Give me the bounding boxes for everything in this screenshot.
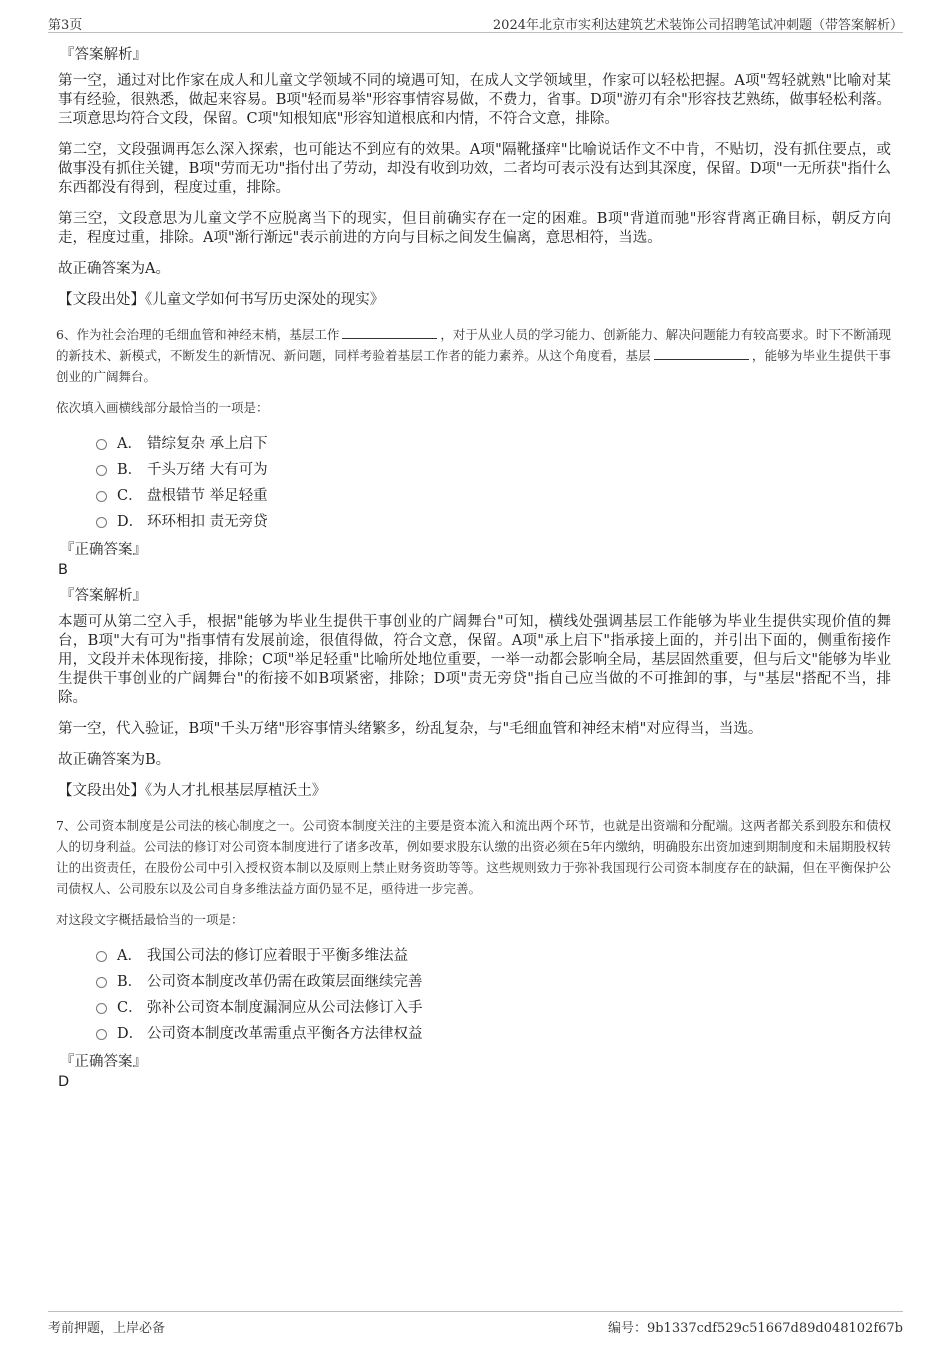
q5-analysis bbox=[56, 44, 891, 310]
fill-blank bbox=[342, 325, 437, 339]
page-header bbox=[48, 10, 903, 33]
option-d[interactable]: D． 环环相扣 责无旁贷 bbox=[96, 507, 891, 533]
passage-source: 【文段出处】《为人才扎根基层厚植沃土》 bbox=[58, 783, 327, 799]
analysis-paragraph: 本题可从第二空入手，根据"能够为毕业生提供干事创业的广阔舞台"可知，横线处强调基层工作能够为毕业生提供实现价值的舞台，B项"大有可为"指事情有发展前途，很值得做，符合文意，保留。A项"承上启下"指承接上面的，并引出下面的，侧重衔接作用，文段并未体现衔接，排除；C项"举足轻重"比喻所处地位重要，一举一动都会影响全局，基层固然重要，但与后文"能够为毕业生提供干事创业的广阔舞台"的衔接不如B项紧密，排除；D项"责无旁贷"指自己应当做的不可推卸的事，与"基层"搭配不当，排除。 bbox=[58, 614, 891, 706]
passage-source: 【文段出处】《儿童文学如何书写历史深处的现实》 bbox=[58, 292, 385, 308]
question-prompt: 对这段文字概括最恰当的一项是： bbox=[56, 912, 244, 927]
option-b[interactable]: B． 千头万绪 大有可为 bbox=[96, 455, 891, 481]
option-c[interactable]: C． 弥补公司资本制度漏洞应从公司法修订入手 bbox=[96, 993, 891, 1019]
document-serial: 编号：9b1337cdf529c51667d89d048102f67b bbox=[607, 1321, 903, 1336]
correct-answer-label: 『正确答案』 bbox=[60, 1054, 147, 1070]
page-number: 第3页 bbox=[48, 18, 83, 33]
answer-conclusion: 故正确答案为B。 bbox=[58, 752, 171, 768]
option-b[interactable]: B． 公司资本制度改革仍需在政策层面继续完善 bbox=[96, 967, 891, 993]
question-7 bbox=[56, 815, 891, 1091]
question-stem: 7、公司资本制度是公司法的核心制度之一。公司资本制度关注的主要是资本流入和流出两个环节，也就是出资端和分配端。这两者都关系到股东和债权人的切身利益。公司法的修订对公司资本制度进行了诸多改革，例如要求股东认缴的出资必须在5年内缴纳，明确股东出资加速到期制度和未届期股权转让的出资责任，在股份公司中引入授权资本制以及原则上禁止财务资助等等。这些规则致力于弥补我国现行公司资本制度存在的缺漏，但在平衡保护公司债权人、公司股东以及公司自身多维法益方面仍显不足，亟待进一步完善。 bbox=[56, 818, 891, 896]
page-content bbox=[56, 44, 891, 1097]
question-prompt: 依次填入画横线部分最恰当的一项是： bbox=[56, 400, 269, 415]
option-d[interactable]: D． 公司资本制度改革需重点平衡各方法律权益 bbox=[96, 1019, 891, 1045]
analysis-label: 『答案解析』 bbox=[60, 588, 147, 604]
correct-answer-label: 『正确答案』 bbox=[60, 542, 147, 558]
radio-icon[interactable] bbox=[96, 977, 107, 988]
fill-blank bbox=[654, 346, 749, 360]
radio-icon[interactable] bbox=[96, 517, 107, 528]
analysis-paragraph: 第三空，文段意思为儿童文学不应脱离当下的现实，但目前确实存在一定的困难。B项"背道而驰"形容背离正确目标，朝反方向走，程度过重，排除。A项"渐行渐远"表示前进的方向与目标之间发生偏离，意思相符，当选。 bbox=[58, 211, 891, 246]
analysis-paragraph: 第一空，通过对比作家在成人和儿童文学领域不同的境遇可知，在成人文学领域里，作家可以轻松把握。A项"驾轻就熟"比喻对某事有经验，很熟悉，做起来容易。B项"轻而易举"形容事情容易做，不费力，省事。D项"游刃有余"形容技艺熟练，做事轻松利落。三项意思均符合文段，保留。C项"知根知底"形容知道根底和内情，不符合文意，排除。 bbox=[58, 73, 891, 127]
option-c[interactable]: C． 盘根错节 举足轻重 bbox=[96, 481, 891, 507]
question-6 bbox=[56, 324, 891, 801]
page-footer bbox=[48, 1311, 903, 1336]
answer-conclusion: 故正确答案为A。 bbox=[58, 261, 170, 277]
correct-answer: D bbox=[58, 1074, 70, 1090]
radio-icon[interactable] bbox=[96, 465, 107, 476]
option-list bbox=[96, 429, 891, 533]
radio-icon[interactable] bbox=[96, 1029, 107, 1040]
question-stem: 6、作为社会治理的毛细血管和神经末梢，基层工作 ，对于从业人员的学习能力、创新能力、解决问题能力有较高要求。时下不断涌现的新技术、新模式，不断发生的新情况、新问题，同样考验着基层工作者的能力素养。从这个角度看，基层 ，能够为毕业生提供干事创业的广阔舞台。 bbox=[56, 327, 891, 384]
radio-icon[interactable] bbox=[96, 491, 107, 502]
radio-icon[interactable] bbox=[96, 439, 107, 450]
option-list bbox=[96, 941, 891, 1045]
analysis-paragraph: 第一空，代入验证，B项"千头万绪"形容事情头绪繁多，纷乱复杂，与"毛细血管和神经末梢"对应得当，当选。 bbox=[58, 721, 763, 737]
correct-answer: B bbox=[58, 562, 68, 578]
document-title: 2024年北京市实利达建筑艺术装饰公司招聘笔试冲刺题（带答案解析） bbox=[492, 18, 903, 33]
footer-slogan: 考前押题，上岸必备 bbox=[48, 1321, 166, 1336]
analysis-label: 『答案解析』 bbox=[60, 47, 147, 63]
radio-icon[interactable] bbox=[96, 1003, 107, 1014]
radio-icon[interactable] bbox=[96, 951, 107, 962]
analysis-paragraph: 第二空，文段强调再怎么深入探索，也可能达不到应有的效果。A项"隔靴搔痒"比喻说话作文不中肯，不贴切，没有抓住要点，或做事没有抓住关键，B项"劳而无功"指付出了劳动，却没有收到功效，二者均可表示没有达到其深度，保留。D项"一无所获"指什么东西都没有得到，程度过重，排除。 bbox=[58, 142, 891, 196]
option-a[interactable]: A． 错综复杂 承上启下 bbox=[96, 429, 891, 455]
option-a[interactable]: A． 我国公司法的修订应着眼于平衡多维法益 bbox=[96, 941, 891, 967]
